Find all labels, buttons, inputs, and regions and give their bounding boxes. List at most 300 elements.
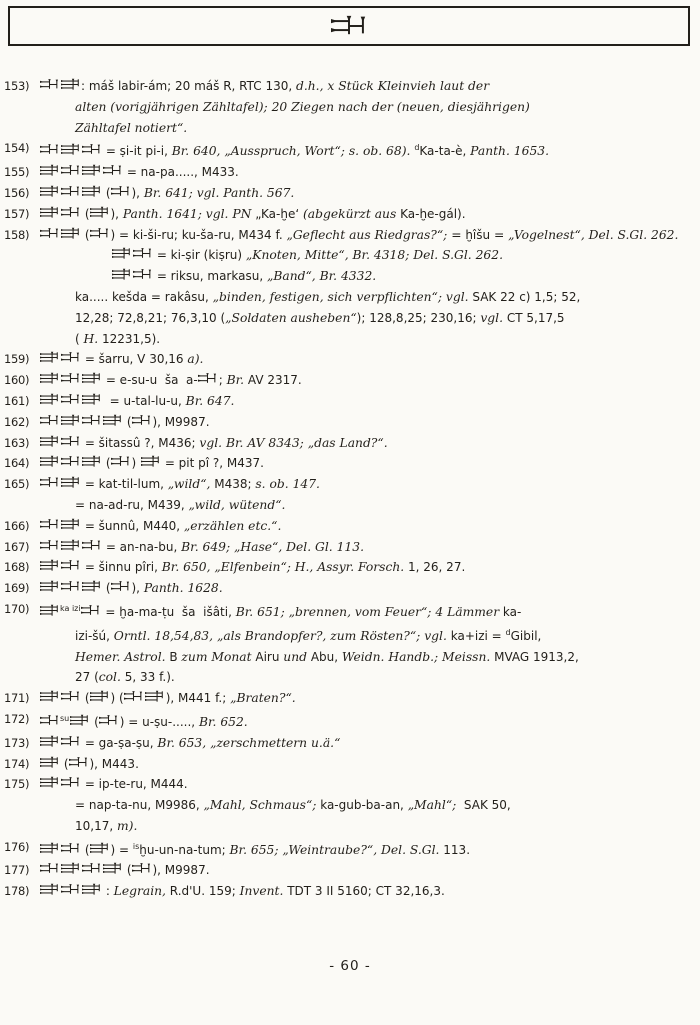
german-gloss-text: Hemer. Astrol. — [75, 649, 166, 664]
transliteration-text: ) — [131, 456, 140, 471]
cuneiform-sign-icon — [103, 862, 122, 875]
entry-body — [39, 557, 696, 578]
entry-line — [75, 308, 696, 329]
cuneiform-sign-icon — [82, 539, 101, 552]
transliteration-text: 27 ( — [75, 670, 99, 685]
entry-line — [39, 412, 696, 433]
transliteration-text: ka- — [499, 604, 522, 619]
entry-body — [39, 138, 696, 162]
entry-number: 169) — [4, 581, 30, 596]
entry-line — [39, 183, 696, 204]
transliteration-text: 1, 26, 27. — [404, 560, 466, 575]
cuneiform-sign-icon — [141, 455, 160, 468]
entry-line — [75, 667, 696, 688]
transliteration-text: ) = — [110, 842, 133, 857]
dictionary-entry — [4, 183, 696, 204]
german-gloss-text: „erzählen etc.“. — [183, 518, 282, 533]
entry-body — [39, 881, 696, 902]
dictionary-entry — [4, 138, 696, 162]
cuneiform-sign-icon — [82, 372, 101, 385]
entry-line — [39, 837, 696, 861]
entry-line — [39, 733, 696, 754]
transliteration-text: = kat-til-lum, — [81, 477, 168, 492]
cuneiform-sign-icon — [40, 185, 59, 198]
transliteration-text: = šitassû ?, M436; — [81, 435, 200, 450]
cuneiform-sign-icon — [61, 559, 80, 572]
entry-number: 159) — [4, 352, 30, 367]
german-gloss-text: vgl. Br. AV 8343; „das Land?“. — [199, 435, 388, 450]
cuneiform-sign-icon — [40, 435, 59, 448]
dictionary-entry — [4, 412, 696, 433]
transliteration-text: TDT 3 II 5160; CT 32,16,3. — [283, 884, 445, 899]
cuneiform-sign-icon — [61, 883, 80, 896]
cuneiform-sign-icon — [61, 735, 80, 748]
cuneiform-sign-icon — [61, 206, 80, 219]
entry-body — [39, 709, 696, 733]
cuneiform-sign-icon — [40, 164, 59, 177]
transliteration-text: ; — [218, 373, 227, 388]
transliteration-text: ), — [131, 185, 144, 200]
transliteration-text: ), M441 f.; — [165, 691, 231, 706]
entry-line — [39, 138, 696, 162]
transliteration-text: 12231,5). — [98, 331, 161, 346]
superscript-text: is — [132, 841, 140, 851]
cuneiform-sign-icon — [99, 714, 118, 727]
transliteration-text: ( — [123, 414, 132, 429]
german-gloss-text: „Soldaten ausheben“ — [225, 310, 357, 325]
cuneiform-sign-icon — [132, 414, 151, 427]
cuneiform-sign-icon — [90, 842, 109, 855]
cuneiform-sign-icon — [61, 476, 80, 489]
german-gloss-text: Invent. — [239, 884, 284, 899]
dictionary-entry — [4, 349, 696, 370]
transliteration-text: ); 128,8,25; 230,16; — [356, 310, 481, 325]
cuneiform-sign-icon — [61, 539, 80, 552]
cuneiform-sign-icon — [61, 164, 80, 177]
entry-number: 156) — [4, 185, 30, 200]
entry-line — [39, 474, 696, 495]
transliteration-text: SAK 50, — [456, 798, 511, 813]
cuneiform-sign-icon — [111, 455, 130, 468]
dictionary-entry — [4, 688, 696, 709]
dictionary-entry — [4, 453, 696, 474]
german-gloss-text: Br. 647. — [185, 393, 235, 408]
transliteration-text: ḫu-un-na-tum; — [139, 842, 230, 857]
entry-number: 174) — [4, 756, 30, 771]
entry-body — [39, 733, 696, 754]
cuneiform-sign-icon — [103, 164, 122, 177]
cuneiform-sign-icon — [82, 164, 101, 177]
entry-body — [39, 599, 696, 688]
entry-number: 160) — [4, 373, 30, 388]
cuneiform-sign-icon — [61, 842, 80, 855]
transliteration-text: R.d'U. 159; — [165, 884, 240, 899]
cuneiform-sign-icon — [61, 351, 80, 364]
cuneiform-sign-icon — [40, 714, 59, 727]
transliteration-text: ( — [60, 756, 69, 771]
dictionary-entry — [4, 162, 696, 183]
cuneiform-sign-icon — [198, 372, 217, 385]
german-gloss-text: d.h., x Stück Kleinvieh laut der — [295, 79, 490, 93]
german-gloss-text: Br. 640, „Ausspruch, Wort“; s. ob. 68). — [171, 144, 415, 159]
german-gloss-text: „Mahl, Schmaus“; — [203, 798, 317, 813]
transliteration-text: ( — [81, 206, 90, 221]
transliteration-text: = ip-te-ru, M444. — [81, 777, 188, 792]
german-gloss-text: „Braten?“. — [230, 691, 296, 706]
cuneiform-sign-icon — [61, 143, 80, 156]
entry-number: 164) — [4, 456, 30, 471]
cuneiform-sign-icon — [40, 580, 59, 593]
cuneiform-sign-icon — [40, 414, 59, 427]
cuneiform-sign-icon — [61, 372, 80, 385]
cuneiform-sign-icon — [40, 393, 59, 406]
cuneiform-sign-icon — [40, 143, 59, 156]
transliteration-text: ka..... kešda = rakâsu, — [75, 289, 213, 304]
transliteration-text: MVAG 1913,2, — [490, 649, 579, 664]
transliteration-text: 5, 33 f.). — [120, 670, 175, 685]
entry-body — [39, 183, 696, 204]
entry-body — [39, 349, 696, 370]
cuneiform-sign-icon — [61, 455, 80, 468]
entry-body — [39, 860, 696, 881]
transliteration-text: ), — [131, 581, 144, 596]
transliteration-text: CT 5,17,5 — [503, 310, 565, 325]
entry-line — [39, 453, 696, 474]
superscript-text: su — [60, 713, 70, 723]
transliteration-text: AV 2317. — [244, 373, 302, 388]
cuneiform-sign-icon — [61, 227, 80, 240]
entry-line — [75, 118, 696, 139]
german-gloss-text: Br. 652. — [198, 714, 248, 729]
transliteration-text: Ka-ḫe-gál). — [396, 206, 466, 221]
entry-number: 157) — [4, 206, 30, 221]
cuneiform-sign-icon — [40, 862, 59, 875]
cuneiform-sign-icon — [40, 735, 59, 748]
transliteration-text: = ki-ṣir (kiṣru) — [153, 248, 246, 263]
cuneiform-sign-icon — [90, 227, 109, 240]
entry-number: 178) — [4, 884, 30, 899]
entry-body — [39, 412, 696, 433]
transliteration-text: = na-pa....., M433. — [123, 165, 239, 180]
cuneiform-sign-icon — [40, 690, 59, 703]
transliteration-text: ( — [102, 185, 111, 200]
transliteration-text: ( — [102, 581, 111, 596]
dictionary-entry — [4, 433, 696, 454]
transliteration-text: ka+izi = — [446, 628, 506, 643]
entry-line — [39, 709, 696, 733]
transliteration-text: = šunnû, M440, — [81, 518, 184, 533]
entry-line — [39, 860, 696, 881]
transliteration-text: Abu, — [307, 649, 342, 664]
entry-line — [75, 795, 696, 816]
cuneiform-sign-icon — [82, 143, 101, 156]
cuneiform-sign-icon — [82, 455, 101, 468]
german-gloss-text: „wild, wütend“. — [188, 497, 286, 512]
entry-number: 165) — [4, 477, 30, 492]
transliteration-text: = ga-ṣa-ṣu, — [81, 735, 158, 750]
entry-body — [39, 225, 696, 350]
entry-line — [39, 557, 696, 578]
dictionary-entry — [4, 837, 696, 861]
cuneiform-sign-icon — [40, 455, 59, 468]
transliteration-text: ) ( — [110, 691, 124, 706]
cuneiform-sign-icon — [69, 756, 88, 769]
entry-line — [111, 266, 696, 287]
cuneiform-sign-icon — [40, 518, 59, 531]
entry-number: 171) — [4, 691, 30, 706]
entry-number: 158) — [4, 227, 30, 242]
transliteration-text: = e-su-u ša a- — [102, 373, 198, 388]
transliteration-text: ) = ki-ši-ru; ku-ša-ru, M434 f. — [110, 227, 287, 242]
cuneiform-ka-icon — [331, 14, 367, 38]
cuneiform-sign-icon — [61, 78, 80, 91]
entry-body — [39, 754, 696, 775]
entry-line — [75, 647, 696, 668]
superscript-text: d — [505, 627, 511, 637]
entry-number: 168) — [4, 560, 30, 575]
transliteration-text: = an-na-bu, — [102, 539, 182, 554]
cuneiform-sign-icon — [111, 580, 130, 593]
entry-line — [39, 688, 696, 709]
dictionary-entry — [4, 76, 696, 138]
german-gloss-text: vgl. — [480, 310, 504, 325]
german-gloss-text: „Knoten, Mitte“, Br. 4318; Del. S.Gl. 262. — [245, 248, 503, 263]
entry-body — [39, 537, 696, 558]
entry-line — [39, 754, 696, 775]
entry-number: 177) — [4, 863, 30, 878]
cuneiform-sign-icon — [111, 185, 130, 198]
entry-line — [75, 329, 696, 350]
german-gloss-text: Panth. 1641; vgl. PN — [122, 206, 252, 221]
transliteration-text: 12,28; 72,8,21; 76,3,10 ( — [75, 310, 226, 325]
german-gloss-text: „binden, festigen, sich verpflichten“; vgl. — [212, 289, 469, 304]
transliteration-text: M438; — [210, 477, 256, 492]
dictionary-entry — [4, 860, 696, 881]
entry-list — [4, 76, 696, 902]
cuneiform-sign-icon — [124, 690, 143, 703]
entry-line — [39, 391, 696, 412]
cuneiform-sign-icon — [61, 518, 80, 531]
cuneiform-sign-icon — [40, 776, 59, 789]
transliteration-text: = šarru, V 30,16 — [81, 352, 188, 367]
transliteration-text: B — [165, 649, 182, 664]
entry-body — [39, 688, 696, 709]
entry-line — [39, 349, 696, 370]
transliteration-text: = na-ad-ru, M439, — [75, 497, 189, 512]
cuneiform-sign-icon — [40, 227, 59, 240]
entry-number: 162) — [4, 414, 30, 429]
german-gloss-text: Br. 653, „zerschmettern u.ä.“ — [157, 735, 341, 750]
german-gloss-text: „Geflecht aus Riedgras?“; = — [286, 227, 462, 242]
transliteration-text: 10,17, — [75, 818, 117, 833]
transliteration-text: = ḫa-ma-ṭu ša išâti, — [101, 604, 236, 619]
transliteration-text: = pit pî ?, M437. — [161, 456, 264, 471]
cuneiform-sign-icon — [40, 883, 59, 896]
dictionary-entry — [4, 578, 696, 599]
superscript-text: d — [414, 143, 420, 153]
german-gloss-text: m). — [116, 818, 138, 833]
german-gloss-text: Br. 641; vgl. Panth. 567. — [143, 185, 295, 200]
german-gloss-text: Br. — [226, 373, 245, 388]
german-gloss-text: s. ob. 147. — [255, 477, 320, 492]
transliteration-text: ) = u-ṣu-....., — [119, 714, 199, 729]
cuneiform-sign-icon — [112, 247, 131, 260]
entry-number: 163) — [4, 435, 30, 450]
entry-body — [39, 204, 696, 225]
transliteration-text: ), — [110, 206, 123, 221]
entry-line — [75, 495, 696, 516]
transliteration-text: Gibil, — [510, 628, 542, 643]
german-gloss-text: und — [283, 649, 308, 664]
dictionary-entry — [4, 391, 696, 412]
german-gloss-text: Br. 649; „Hase“, Del. Gl. 113. — [181, 539, 364, 554]
cuneiform-sign-icon — [61, 185, 80, 198]
entry-body — [39, 453, 696, 474]
cuneiform-sign-icon — [61, 435, 80, 448]
dictionary-entry — [4, 733, 696, 754]
german-gloss-text: Br. 651; „brennen, vom Feuer“; 4 Lämmer — [235, 604, 500, 619]
german-gloss-text: Br. 650, „Elfenbein“; H., Assyr. Forsch. — [161, 560, 405, 575]
dictionary-entry — [4, 709, 696, 733]
dictionary-entry — [4, 557, 696, 578]
cuneiform-sign-icon — [40, 78, 59, 91]
german-gloss-text: Legrain, — [113, 884, 166, 899]
cuneiform-sign-icon — [82, 883, 101, 896]
transliteration-text: : máš labir-ám; 20 máš R, RTC 130, — [81, 79, 296, 93]
cuneiform-sign-icon — [40, 206, 59, 219]
transliteration-text: izi-šú, — [75, 628, 114, 643]
entry-body — [39, 76, 696, 138]
transliteration-text: = u-tal-lu-u, — [102, 393, 186, 408]
entry-line — [111, 245, 696, 266]
cuneiform-sign-icon — [145, 690, 164, 703]
entry-line — [39, 162, 696, 183]
cuneiform-sign-icon — [70, 714, 89, 727]
entry-number: 173) — [4, 735, 30, 750]
entry-body — [39, 370, 696, 391]
transliteration-text: ( — [123, 863, 132, 878]
cuneiform-sign-icon — [81, 604, 100, 617]
transliteration-text: ( — [75, 331, 84, 346]
cuneiform-sign-icon — [82, 414, 101, 427]
page-number: - 60 - — [329, 958, 371, 974]
german-gloss-text: alten (vorigjährigen Zähltafel); 20 Ziegen nach der (neuen, diesjährigen) — [75, 99, 530, 114]
header-sign-box — [8, 6, 690, 46]
transliteration-text: ( — [102, 456, 111, 471]
cuneiform-sign-icon — [90, 690, 109, 703]
transliteration-text: ( — [90, 714, 99, 729]
cuneiform-sign-icon — [61, 776, 80, 789]
german-gloss-text: = „Vogelnest“, Del. S.Gl. 262. — [493, 227, 679, 242]
cuneiform-sign-icon — [82, 862, 101, 875]
cuneiform-sign-icon — [40, 604, 59, 617]
entry-body — [39, 391, 696, 412]
transliteration-text: ka-gub-ba-an, — [316, 798, 408, 813]
entry-line — [39, 433, 696, 454]
entry-line — [39, 76, 696, 97]
cuneiform-sign-icon — [82, 185, 101, 198]
entry-number: 153) — [4, 79, 30, 93]
transliteration-text: = ṣi-it pi-i, — [102, 144, 172, 159]
german-gloss-text: Br. 655; „Weintraube?“, Del. S.Gl. — [229, 842, 440, 857]
dictionary-entry — [4, 204, 696, 225]
entry-line — [39, 370, 696, 391]
transliteration-text: = riksu, markasu, — [153, 269, 267, 284]
entry-body — [39, 433, 696, 454]
entry-body — [39, 474, 696, 516]
transliteration-text: Ka-ta-è, — [419, 144, 471, 159]
transliteration-text: SAK 22 c) 1,5; 52, — [468, 289, 581, 304]
dictionary-entry — [4, 599, 696, 688]
cuneiform-sign-icon — [132, 862, 151, 875]
cuneiform-sign-icon — [40, 756, 59, 769]
german-gloss-text: Zähltafel notiert“. — [75, 120, 188, 135]
dictionary-entry — [4, 754, 696, 775]
transliteration-text: 113. — [439, 842, 471, 857]
german-gloss-text: Orntl. 18,54,83, „als Brandopfer?, zum Rösten?“; vgl. — [113, 628, 447, 643]
transliteration-text: ), M9987. — [152, 414, 210, 429]
entry-line — [39, 599, 696, 623]
superscript-text: ka izi — [60, 603, 81, 613]
entry-number: 170) — [4, 601, 30, 616]
german-gloss-text: Panth. 1628. — [143, 581, 223, 596]
dictionary-entry — [4, 225, 696, 350]
entry-number: 155) — [4, 165, 30, 180]
cuneiform-sign-icon — [61, 414, 80, 427]
dictionary-entry — [4, 516, 696, 537]
entry-line — [75, 623, 696, 647]
transliteration-text: = šinnu pîri, — [81, 560, 162, 575]
entry-number: 166) — [4, 518, 30, 533]
entry-line — [75, 816, 696, 837]
cuneiform-sign-icon — [40, 351, 59, 364]
transliteration-text: „Ka-ḫe‘ — [251, 206, 303, 221]
german-gloss-text: Panth. 1653. — [470, 144, 549, 159]
transliteration-text: ( — [81, 691, 90, 706]
transliteration-text: ( — [81, 227, 90, 242]
dictionary-entry — [4, 774, 696, 836]
entry-line — [75, 287, 696, 308]
transliteration-text: ḫîšu — [461, 227, 494, 242]
cuneiform-sign-icon — [133, 268, 152, 281]
german-gloss-text: (abgekürzt aus — [302, 206, 397, 221]
entry-body — [39, 774, 696, 836]
german-gloss-text: „wild“, — [167, 477, 211, 492]
dictionary-entry — [4, 474, 696, 516]
transliteration-text: : — [102, 884, 114, 899]
german-gloss-text: „Mahl“; — [407, 798, 457, 813]
cuneiform-sign-icon — [61, 862, 80, 875]
transliteration-text: = nap-ta-nu, M9986, — [75, 798, 204, 813]
entry-line — [39, 881, 696, 902]
german-gloss-text: col. — [98, 670, 121, 685]
entry-number: 175) — [4, 777, 30, 792]
entry-line — [39, 578, 696, 599]
cuneiform-sign-icon — [82, 580, 101, 593]
cuneiform-sign-icon — [40, 476, 59, 489]
german-gloss-text: zum Monat — [181, 649, 252, 664]
transliteration-text: ), M443. — [89, 756, 139, 771]
cuneiform-sign-icon — [82, 393, 101, 406]
entry-line — [39, 225, 696, 246]
entry-number: 172) — [4, 711, 30, 726]
cuneiform-sign-icon — [61, 690, 80, 703]
dictionary-entry — [4, 881, 696, 902]
cuneiform-sign-icon — [40, 372, 59, 385]
entry-body — [39, 837, 696, 861]
cuneiform-sign-icon — [40, 559, 59, 572]
cuneiform-sign-icon — [40, 842, 59, 855]
